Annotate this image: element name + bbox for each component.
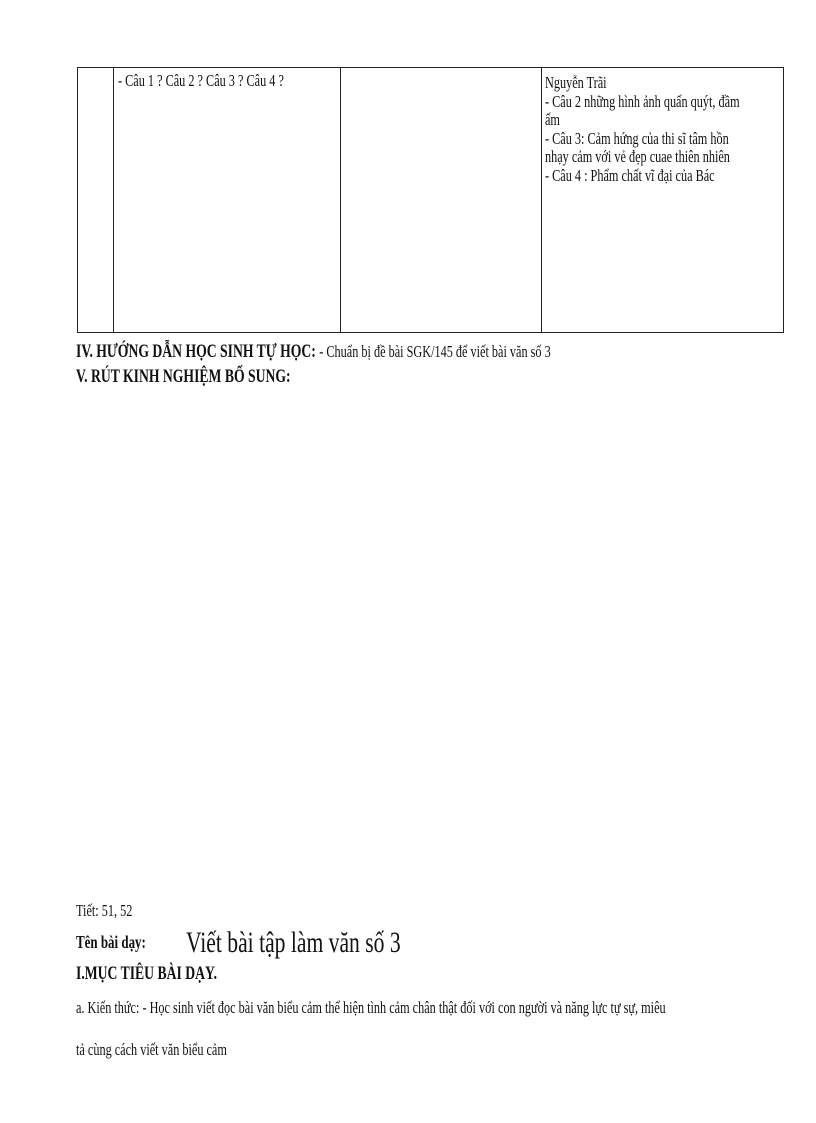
knowledge-text: - Học sinh viết đọc bài văn biểu cảm thể hiện tình cảm chân thật đối với con người và năng lực tự sự, miêu bbox=[142, 998, 666, 1017]
answer-line: - Câu 2 những hình ảnh quấn quýt, đầm bbox=[545, 91, 740, 111]
table-col-4 bbox=[541, 68, 783, 332]
objectives-heading: I.MỤC TIÊU BÀI DẠY. bbox=[76, 963, 218, 984]
answer-line: Nguyễn Trãi bbox=[545, 73, 607, 92]
answer-line: nhạy cảm với vẻ đẹp cuae thiên nhiên bbox=[545, 147, 730, 166]
questions-cell: - Câu 1 ? Câu 2 ? Câu 3 ? Câu 4 ? bbox=[118, 71, 284, 90]
table-col-1 bbox=[78, 68, 114, 332]
section-v-heading: V. RÚT KINH NGHIỆM BỔ SUNG: bbox=[76, 366, 291, 387]
knowledge-label: a. Kiến thức: bbox=[76, 998, 140, 1017]
knowledge-paragraph-cont: tả cùng cách viết văn biểu cảm bbox=[76, 1040, 227, 1059]
knowledge-paragraph bbox=[76, 998, 816, 1018]
lesson-period: Tiết: 51, 52 bbox=[76, 901, 133, 920]
section-v bbox=[76, 366, 374, 388]
lesson-title: Viết bài tập làm văn số 3 bbox=[186, 926, 401, 959]
section-iv-heading: IV. HƯỚNG DẪN HỌC SINH TỰ HỌC: bbox=[76, 341, 316, 362]
table-col-3 bbox=[340, 68, 542, 332]
section-iv bbox=[76, 341, 735, 363]
answer-line: - Câu 3: Cảm hứng của thi sĩ tâm hồn bbox=[545, 128, 729, 148]
answer-line: ấm bbox=[545, 110, 560, 129]
table-col-2 bbox=[113, 68, 341, 332]
lesson-name-label: Tên bài dạy: bbox=[76, 932, 146, 952]
lesson-table bbox=[77, 67, 784, 333]
section-iv-text: - Chuẩn bị đề bài SGK/145 để viết bài văn số 3 bbox=[319, 342, 551, 361]
answer-line: - Câu 4 : Phẩm chất vĩ đại của Bác bbox=[545, 165, 715, 185]
